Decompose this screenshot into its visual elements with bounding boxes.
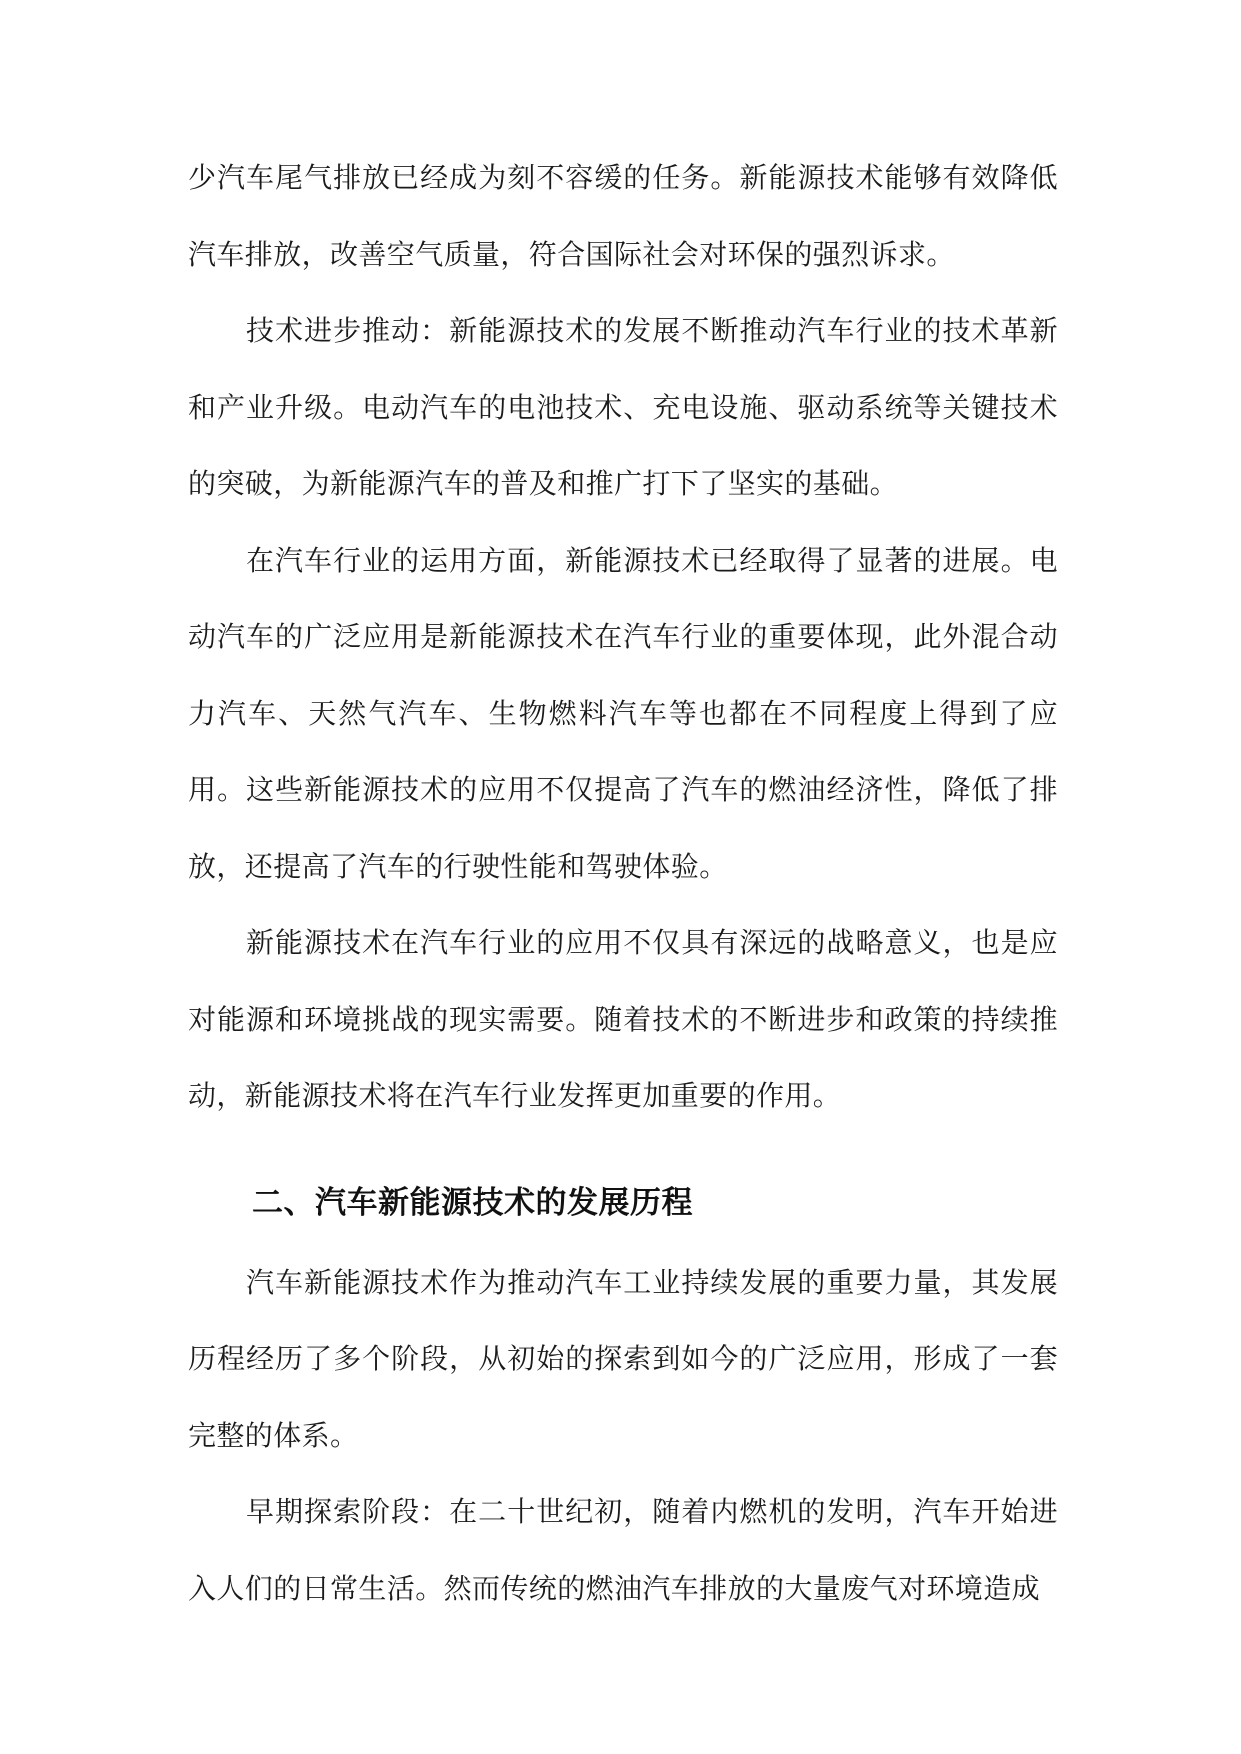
paragraph-history-intro: 汽车新能源技术作为推动汽车工业持续发展的重要力量，其发展历程经历了多个阶段，从初始的探索到如今的广泛应用，形成了一套完整的体系。 (188, 1265, 1058, 1452)
section-heading: 二、汽车新能源技术的发展历程 (252, 1184, 693, 1221)
paragraph-early-exploration: 早期探索阶段：在二十世纪初，随着内燃机的发明，汽车开始进入人们的日常生活。然而传统的燃油汽车排放的大量废气对环境造成 (188, 1495, 1058, 1605)
paragraph-strategic-significance: 新能源技术在汽车行业的应用不仅具有深远的战略意义，也是应对能源和环境挑战的现实需要。随着技术的不断进步和政策的持续推动，新能源技术将在汽车行业发挥更加重要的作用。 (188, 926, 1058, 1112)
paragraph-continuation: 少汽车尾气排放已经成为刻不容缓的任务。新能源技术能够有效降低汽车排放，改善空气质量，符合国际社会对环保的强烈诉求。 (188, 161, 1058, 271)
paragraph-industry-application: 在汽车行业的运用方面，新能源技术已经取得了显著的进展。电动汽车的广泛应用是新能源技术在汽车行业的重要体现，此外混合动力汽车、天然气汽车、生物燃料汽车等也都在不同程度上得到了应用。这些新能源技术的应用不仅提高了汽车的燃油经济性，降低了排放，还提高了汽车的行驶性能和驾驶体验。 (188, 543, 1058, 883)
document-body (188, 140, 1058, 1627)
paragraph-technology-progress: 技术进步推动：新能源技术的发展不断推动汽车行业的技术革新和产业升级。电动汽车的电池技术、充电设施、驱动系统等关键技术的突破，为新能源汽车的普及和推广打下了坚实的基础。 (188, 314, 1058, 500)
